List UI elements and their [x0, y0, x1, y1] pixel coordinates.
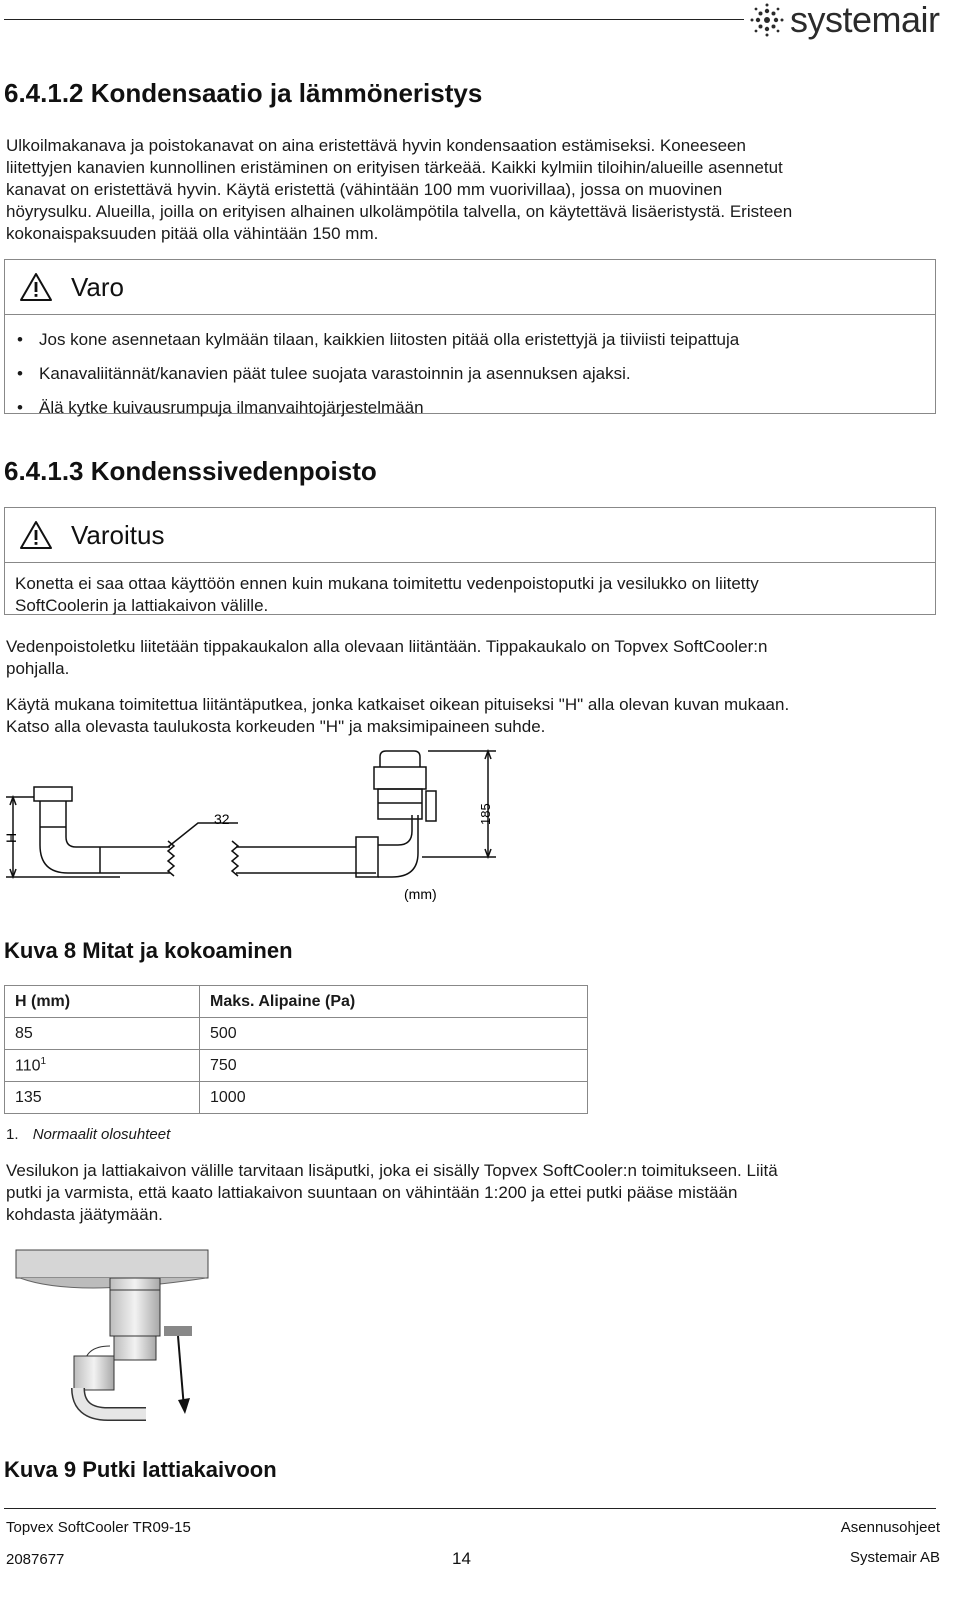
height-value: 85 — [15, 1024, 33, 1042]
caution-list — [5, 315, 935, 425]
table-row — [5, 1050, 588, 1082]
warning-body — [5, 563, 935, 625]
warning-header — [5, 508, 935, 563]
paragraph-line: Ulkoilmakanava ja poistokanavat on aina eristettävä hyvin kondensaation estämiseksi. Koneeseen — [6, 136, 746, 155]
warning-box — [4, 507, 936, 615]
warning-triangle-icon — [19, 272, 53, 302]
table-row — [5, 1082, 588, 1114]
insulation-paragraph — [6, 135, 936, 245]
page-number: 14 — [452, 1549, 471, 1568]
paragraph-line: liitettyjen kanavien kunnollinen eristäminen on erityisen tärkeää. Kaikki kylmiin tiloihin/alueille asennetut — [6, 158, 783, 177]
caution-item: • Kanavaliitännät/kanavien päät tulee suojata varastoinnin ja asennuksen ajaksi. — [5, 357, 935, 391]
footnote-text: Normaalit olosuhteet — [32, 1126, 171, 1143]
paragraph-line: kokonaispaksuuden pitää olla vähintään 150 mm. — [6, 224, 379, 243]
warning-line: Konetta ei saa ottaa käyttöön ennen kuin mukana toimitettu vedenpoistoputki ja vesilukko on liitetty — [15, 574, 759, 593]
caution-item: • Jos kone asennetaan kylmään tilaan, kaikkien liitosten pitää olla eristettyjä ja tiiviisti teipattuja — [5, 323, 935, 357]
section-title-drainage: 6.4.1.3 Kondenssivedenpoisto — [4, 456, 377, 486]
paragraph-line: Käytä mukana toimitettua liitäntäputkea, jonka katkaiset oikean pituiseksi "H" alla olevan kuvan mukaan. — [6, 695, 790, 714]
warning-line: SoftCoolerin ja lattiakaivon välille. — [15, 596, 269, 615]
dimension-185-label: 185 — [478, 803, 493, 825]
table-cell: 750 — [200, 1050, 588, 1082]
footer-doc-number: 2087677 — [6, 1551, 65, 1568]
height-value: 135 — [15, 1088, 42, 1106]
footer-product: Topvex SoftCooler TR09-15 — [6, 1519, 191, 1536]
figure-8-caption: Kuva 8 Mitat ja kokoaminen — [4, 938, 293, 963]
units-label: (mm) — [404, 886, 437, 902]
drain-hose-paragraph — [6, 636, 936, 680]
systemair-logo — [750, 0, 940, 40]
footer-company: Systemair AB — [849, 1549, 940, 1566]
paragraph-line: Katso alla olevasta taulukosta korkeuden "H" ja maksimipaineen suhde. — [6, 717, 546, 736]
pressure-table — [4, 985, 588, 1114]
table-cell — [5, 1018, 200, 1050]
paragraph-line: höyrysulku. Alueilla, joilla on erityisen alhainen ulkolämpötila talvella, on käytettävä lisäeristystä. Eristeen — [6, 202, 793, 221]
caution-title: Varo — [71, 271, 124, 302]
paragraph-line: kanavat on eristettävä hyvin. Käytä eristettä (vähintään 100 mm vuorivillaa), jossa on muovinen — [6, 180, 723, 199]
section-title-insulation: 6.4.1.2 Kondensaatio ja lämmöneristys — [4, 78, 483, 108]
table-header-cell: Maks. Alipaine (Pa) — [200, 986, 588, 1018]
footer-doc-type: Asennusohjeet — [840, 1519, 940, 1536]
table-row — [5, 1018, 588, 1050]
paragraph-line: pohjalla. — [6, 659, 70, 678]
table-cell — [5, 1050, 200, 1082]
footer-rule — [4, 1508, 936, 1509]
table-header-row — [5, 986, 588, 1018]
table-cell: 500 — [200, 1018, 588, 1050]
caution-box — [4, 259, 936, 417]
table-header-cell: H (mm) — [5, 986, 200, 1018]
footnote-marker: 1 — [40, 1055, 47, 1067]
figure-8-dimension-drawing — [0, 745, 520, 915]
table-cell — [5, 1082, 200, 1114]
caution-header — [5, 260, 935, 315]
extra-pipe-paragraph — [6, 1160, 936, 1226]
paragraph-line: kohdasta jäätymään. — [6, 1205, 163, 1224]
paragraph-line: Vedenpoistoletku liitetään tippakaukalon alla olevaan liitäntään. Tippakaukalo on Topvex SoftCooler:n — [6, 637, 768, 656]
figure-9-caption: Kuva 9 Putki lattiakaivoon — [4, 1457, 277, 1482]
warning-triangle-icon — [19, 520, 53, 550]
connection-pipe-paragraph — [6, 694, 936, 738]
footnote-number: 1. — [6, 1126, 19, 1143]
figure-9-floor-drain-illustration — [14, 1238, 210, 1428]
paragraph-line: Vesilukon ja lattiakaivon välille tarvitaan lisäputki, joka ei sisälly Topvex SoftCooler:n toimitukseen. Liitä — [6, 1161, 778, 1180]
dimension-32-label: 32 — [214, 811, 230, 827]
dimension-h-label: H — [3, 832, 19, 843]
logo-mark-icon — [750, 3, 784, 37]
height-value: 110 — [15, 1057, 41, 1075]
paragraph-line: putki ja varmista, että kaato lattiakaivon suuntaan on vähintään 1:200 ja ettei putki pääse mistään — [6, 1183, 738, 1202]
caution-item: • Älä kytke kuivausrumpuja ilmanvaihtojärjestelmään — [5, 391, 935, 425]
warning-title: Varoitus — [71, 519, 165, 550]
table-cell: 1000 — [200, 1082, 588, 1114]
table-footnote — [6, 1126, 170, 1143]
logo-text: systemair — [790, 0, 940, 40]
header-rule — [4, 19, 744, 20]
